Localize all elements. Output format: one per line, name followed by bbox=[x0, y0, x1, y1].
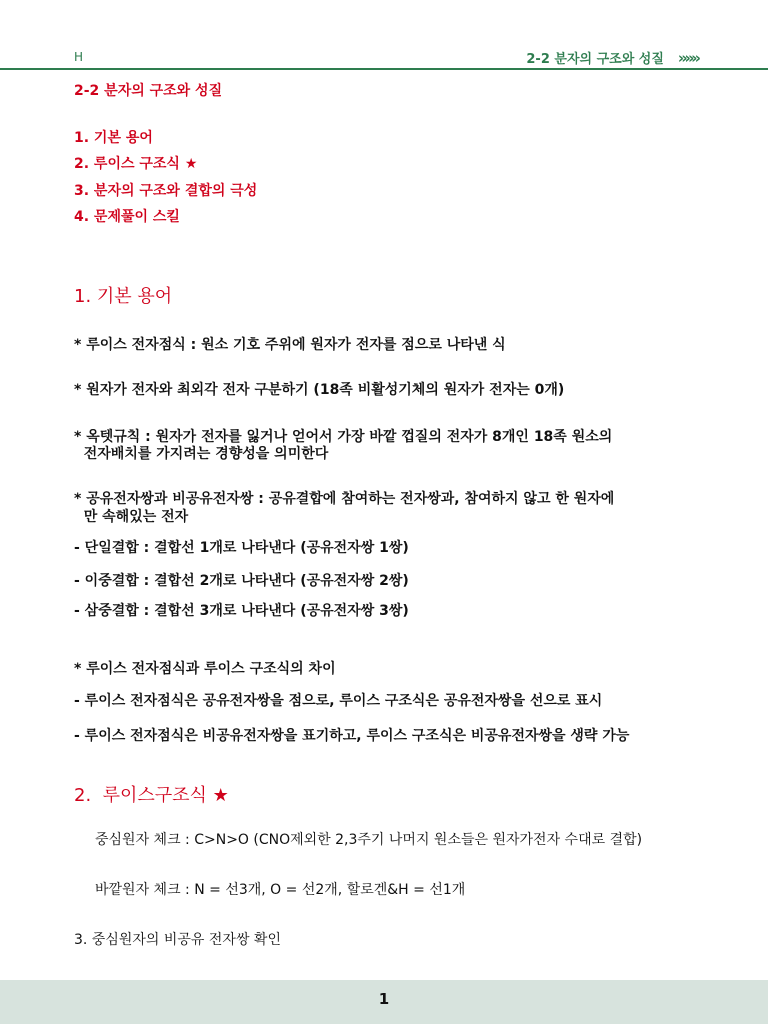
header-divider bbox=[0, 68, 768, 70]
toc-item: 4. 문제풀이 스킬 bbox=[74, 209, 180, 225]
list-item: - 루이스 전자점식은 비공유전자쌍을 표기하고, 루이스 구조식은 비공유전자쌍을 생략 가능 bbox=[74, 728, 630, 744]
list-item-continuation: 만 속해있는 전자 bbox=[74, 509, 189, 525]
list-item: * 옥텟규칙 : 원자가 전자를 잃거나 얻어서 가장 바깥 껍질의 전자가 8개인 18족 원소의 bbox=[74, 429, 613, 445]
page-number: 1 bbox=[378, 990, 390, 1008]
section-heading: 2. 루이스구조식 ★ bbox=[74, 785, 229, 806]
list-item: * 루이스 전자점식과 루이스 구조식의 차이 bbox=[74, 661, 336, 677]
document-title: 2-2 분자의 구조와 성질 bbox=[74, 83, 223, 99]
toc-item: 3. 분자의 구조와 결합의 극성 bbox=[74, 183, 258, 199]
section-heading: 1. 기본 용어 bbox=[74, 286, 173, 307]
list-item: - 이중결합 : 결합선 2개로 나타낸다 (공유전자쌍 2쌍) bbox=[74, 573, 409, 589]
list-item: 3. 중심원자의 비공유 전자쌍 확인 bbox=[74, 932, 281, 948]
list-item: - 삼중결합 : 결합선 3개로 나타낸다 (공유전자쌍 3쌍) bbox=[74, 603, 409, 619]
list-item: 바깥원자 체크 : N = 선3개, O = 선2개, 할로겐&H = 선1개 bbox=[95, 882, 466, 898]
header-right bbox=[526, 48, 698, 67]
list-item-continuation: 전자배치를 가지려는 경향성을 의미한다 bbox=[74, 446, 329, 462]
list-item: - 단일결합 : 결합선 1개로 나타낸다 (공유전자쌍 1쌍) bbox=[74, 540, 409, 556]
list-item: * 루이스 전자점식 : 원소 기호 주위에 원자가 전자를 점으로 나타낸 식 bbox=[74, 337, 506, 353]
list-item: * 공유전자쌍과 비공유전자쌍 : 공유결합에 참여하는 전자쌍과, 참여하지 않고 한 원자에 bbox=[74, 491, 615, 507]
header-chapter-title: 2-2 분자의 구조와 성질 bbox=[526, 52, 664, 67]
toc-item: 1. 기본 용어 bbox=[74, 130, 153, 146]
list-item: - 루이스 전자점식은 공유전자쌍을 점으로, 루이스 구조식은 공유전자쌍을 선으로 표시 bbox=[74, 693, 603, 709]
header-left-label: H bbox=[74, 50, 84, 64]
toc-item: 2. 루이스 구조식 ★ bbox=[74, 156, 198, 172]
chevron-right-icon: »»» bbox=[677, 48, 698, 67]
list-item: * 원자가 전자와 최외각 전자 구분하기 (18족 비활성기체의 원자가 전자는 0개) bbox=[74, 382, 565, 398]
list-item: 중심원자 체크 : C>N>O (CNO제외한 2,3주기 나머지 원소들은 원자가전자 수대로 결합) bbox=[95, 832, 643, 848]
